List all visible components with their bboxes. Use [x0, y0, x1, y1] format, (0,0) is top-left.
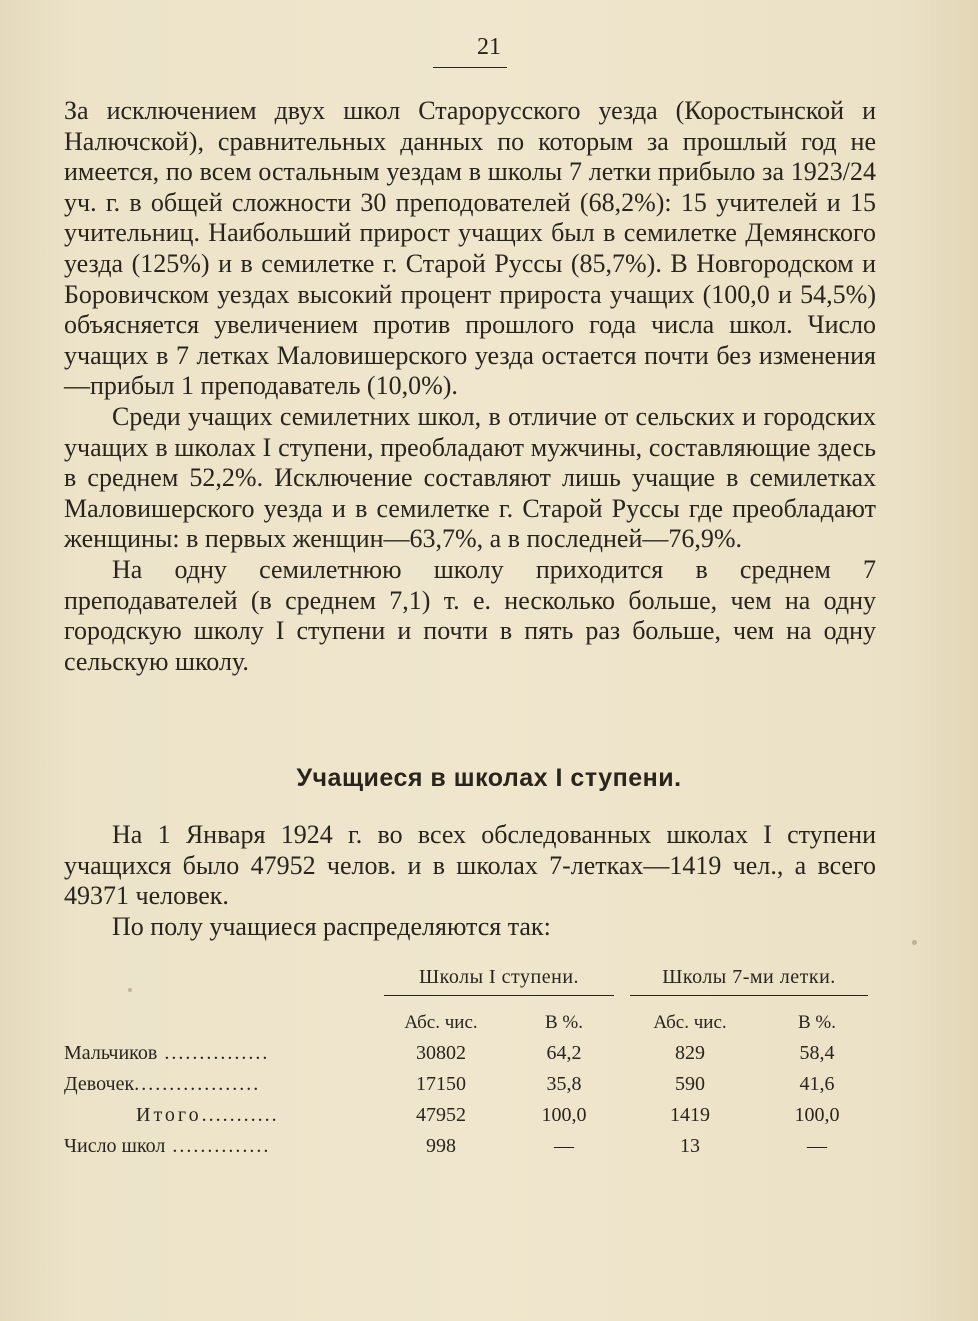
sub-header-pct-2: В %.: [798, 1011, 836, 1033]
cell-value: 64,2: [546, 1042, 582, 1064]
cell-value: 1419: [670, 1104, 710, 1126]
paragraph-5: По полу учащиеся распределяются так:: [112, 911, 551, 941]
page-number: 21: [477, 34, 501, 60]
group-header-stage1: Школы I ступени.: [418, 966, 580, 988]
paragraph-2: Среди учащих семилетних школ, в отличие от сельских и городских учащих в школах I ступени, преобладают мужчины, составляющие здесь в среднем 52,2%. Исключение составляют лишь учащие в семилетках Маловишерского уезда и в семилетке г. Старой Руссы где преобладают женщины: в первых женщин—63,7%, а в последней—76,9%.: [64, 401, 876, 554]
paragraph-3: На одну семилетнюю школу приходится в среднем 7 преподавателей (в среднем 7,1) т. е. несколько больше, чем на одну городскую школу I ступени и почти в пять раз больше, чем на одну сельскую школу.: [64, 554, 876, 676]
body-text-2: [64, 820, 876, 942]
sub-header-abs-2: Абс. чис.: [653, 1011, 727, 1033]
cell-value: 100,0: [541, 1104, 587, 1126]
cell-value: 58,4: [799, 1042, 835, 1064]
cell-value: —: [554, 1135, 574, 1157]
table-row: [64, 1069, 876, 1100]
page-number-rule: [433, 67, 507, 68]
paper-speck: [128, 988, 132, 992]
section-heading: Учащиеся в школах I ступени.: [296, 764, 682, 792]
cell-value: 829: [675, 1042, 705, 1064]
group-brace-7year: [630, 995, 868, 1006]
cell-value: 41,6: [799, 1073, 835, 1095]
sub-header-abs-1: Абс. чис.: [404, 1011, 478, 1033]
row-label-boys: Мальчиков ...............: [64, 1042, 270, 1064]
row-label-girls: Девочек..................: [64, 1073, 261, 1095]
cell-value: 35,8: [546, 1073, 582, 1095]
row-label-total: Итого...........: [136, 1104, 279, 1126]
group-header-7year: Школы 7-ми летки.: [662, 966, 836, 988]
cell-value: 13: [680, 1135, 700, 1157]
paper-speck: [912, 940, 917, 945]
body-text: [64, 96, 876, 677]
students-by-gender-table: [64, 962, 876, 1162]
table-row: [64, 1038, 876, 1069]
cell-value: 30802: [416, 1042, 466, 1064]
paragraph-1: За исключением двух школ Старорусского уезда (Коростынской и Налючской), сравнительных данных по которым за прошлый год не имеется, по всем остальным уездам в школы 7 летки прибыло за 1923/24 уч. г. в общей сложности 30 преподователей (68,2%): 15 учителей и 15 учительниц. Наибольший прирост учащих был в семилетке Демянского уезда (125%) и в семилетке г. Старой Руссы (85,7%). В Новгородском и Боровичском уездах высокий процент прироста учащих (100,0 и 54,5%) объясняется увеличением против прошлого года числа школ. Число учащих в 7 летках Маловишерского уезда остается почти без изменения—прибыл 1 преподаватель (10,0%).: [64, 96, 876, 401]
cell-value: 100,0: [794, 1104, 840, 1126]
sub-header-pct-1: В %.: [545, 1011, 583, 1033]
table-row: [64, 1100, 876, 1131]
cell-value: 17150: [416, 1073, 466, 1095]
paragraph-4: На 1 Января 1924 г. во всех обследованных школах I ступени учащихся было 47952 челов. и в школах 7-летках—1419 чел., а всего 49371 человек.: [64, 820, 876, 911]
row-label-school-count: Число школ ..............: [64, 1135, 271, 1157]
cell-value: 47952: [416, 1104, 466, 1126]
group-brace-stage1: [384, 995, 614, 1006]
cell-value: 998: [426, 1135, 456, 1157]
cell-value: —: [807, 1135, 827, 1157]
cell-value: 590: [675, 1073, 705, 1095]
table-row: [64, 1131, 876, 1162]
